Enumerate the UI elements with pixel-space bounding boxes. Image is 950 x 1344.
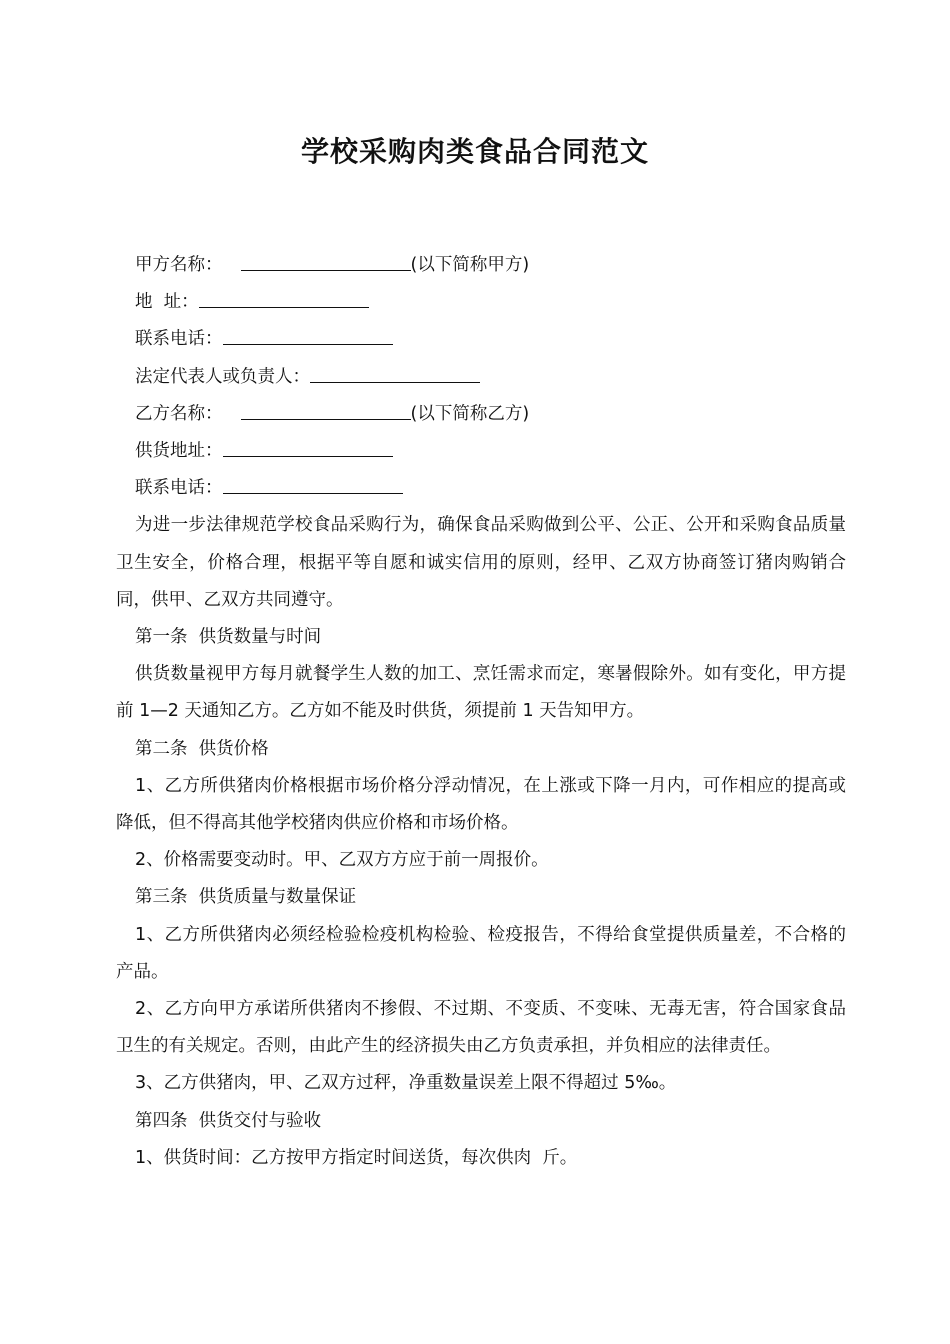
party-a-name-line: [116, 247, 846, 284]
document-body: [116, 247, 846, 1177]
party-b-name-line: [116, 396, 846, 433]
party-a-name-blank: [241, 250, 411, 271]
party-a-rep-label: 法定代表人或负责人：: [135, 366, 310, 387]
party-a-rep-blank: [310, 362, 480, 383]
party-a-phone-label: 联系电话：: [135, 329, 223, 350]
article-1-heading: 第一条 供货数量与时间: [135, 627, 322, 648]
article-2-clause-2: 2、价格需要变动时。甲、乙双方方应于前一周报价。: [135, 850, 549, 871]
article-1-paragraph: 供货数量视甲方每月就餐学生人数的加工、烹饪需求而定，寒暑假除外。如有变化，甲方提前 1—2 天通知乙方。乙方如不能及时供货，须提前 1 天告知甲方。: [116, 664, 846, 722]
article-3-clause-3: 3、乙方供猪肉，甲、乙双方过秤，净重数量误差上限不得超过 5‰。: [135, 1073, 677, 1094]
party-b-name-suffix: (以下简称乙方): [410, 403, 530, 424]
party-b-supply-address-line: [116, 433, 846, 470]
party-a-address-label: 地 址：: [135, 292, 199, 313]
article-3-clause-2: 2、乙方向甲方承诺所供猪肉不掺假、不过期、不变质、不变味、无毒无害，符合国家食品卫生的有关规定。否则，由此产生的经济损失由乙方负责承担，并负相应的法律责任。: [116, 999, 846, 1057]
article-2-heading: 第二条 供货价格: [135, 738, 269, 759]
party-a-rep-line: [116, 359, 846, 396]
party-b-phone-line: [116, 470, 846, 507]
article-3-clause-1: 1、乙方所供猪肉必须经检验检疫机构检验、检疫报告，不得给食堂提供质量差，不合格的产品。: [116, 924, 846, 982]
party-b-supply-address-label: 供货地址：: [135, 441, 223, 462]
party-b-phone-label: 联系电话：: [135, 478, 223, 499]
party-a-phone-blank: [223, 324, 393, 345]
party-a-address-line: [116, 284, 846, 321]
party-a-name-suffix: (以下简称甲方): [410, 255, 530, 275]
article-4-clause-1: 1、供货时间：乙方按甲方指定时间送货，每次供肉 斤。: [135, 1147, 578, 1168]
article-4-heading: 第四条 供货交付与验收: [135, 1110, 322, 1131]
party-a-address-blank: [199, 287, 369, 308]
article-3-heading: 第三条 供货质量与数量保证: [135, 887, 357, 908]
party-b-name-label: 乙方名称：: [135, 403, 223, 424]
party-a-name-label: 甲方名称：: [135, 255, 223, 275]
party-b-name-blank: [241, 399, 411, 420]
party-b-supply-address-blank: [223, 436, 393, 457]
document-title: 学校采购肉类食品合同范文: [300, 135, 649, 168]
article-2-clause-1: 1、乙方所供猪肉价格根据市场价格分浮动情况，在上涨或下降一月内，可作相应的提高或降低，但不得高其他学校猪肉供应价格和市场价格。: [116, 775, 846, 834]
party-b-phone-blank: [223, 473, 403, 494]
party-a-phone-line: [116, 321, 846, 358]
preamble-paragraph: 为进一步法律规范学校食品采购行为，确保食品采购做到公平、公正、公开和采购食品质量卫生安全，价格合理，根据平等自愿和诚实信用的原则，经甲、乙双方协商签订猪肉购销合同，供甲、乙双方共同遵守。: [116, 515, 846, 610]
